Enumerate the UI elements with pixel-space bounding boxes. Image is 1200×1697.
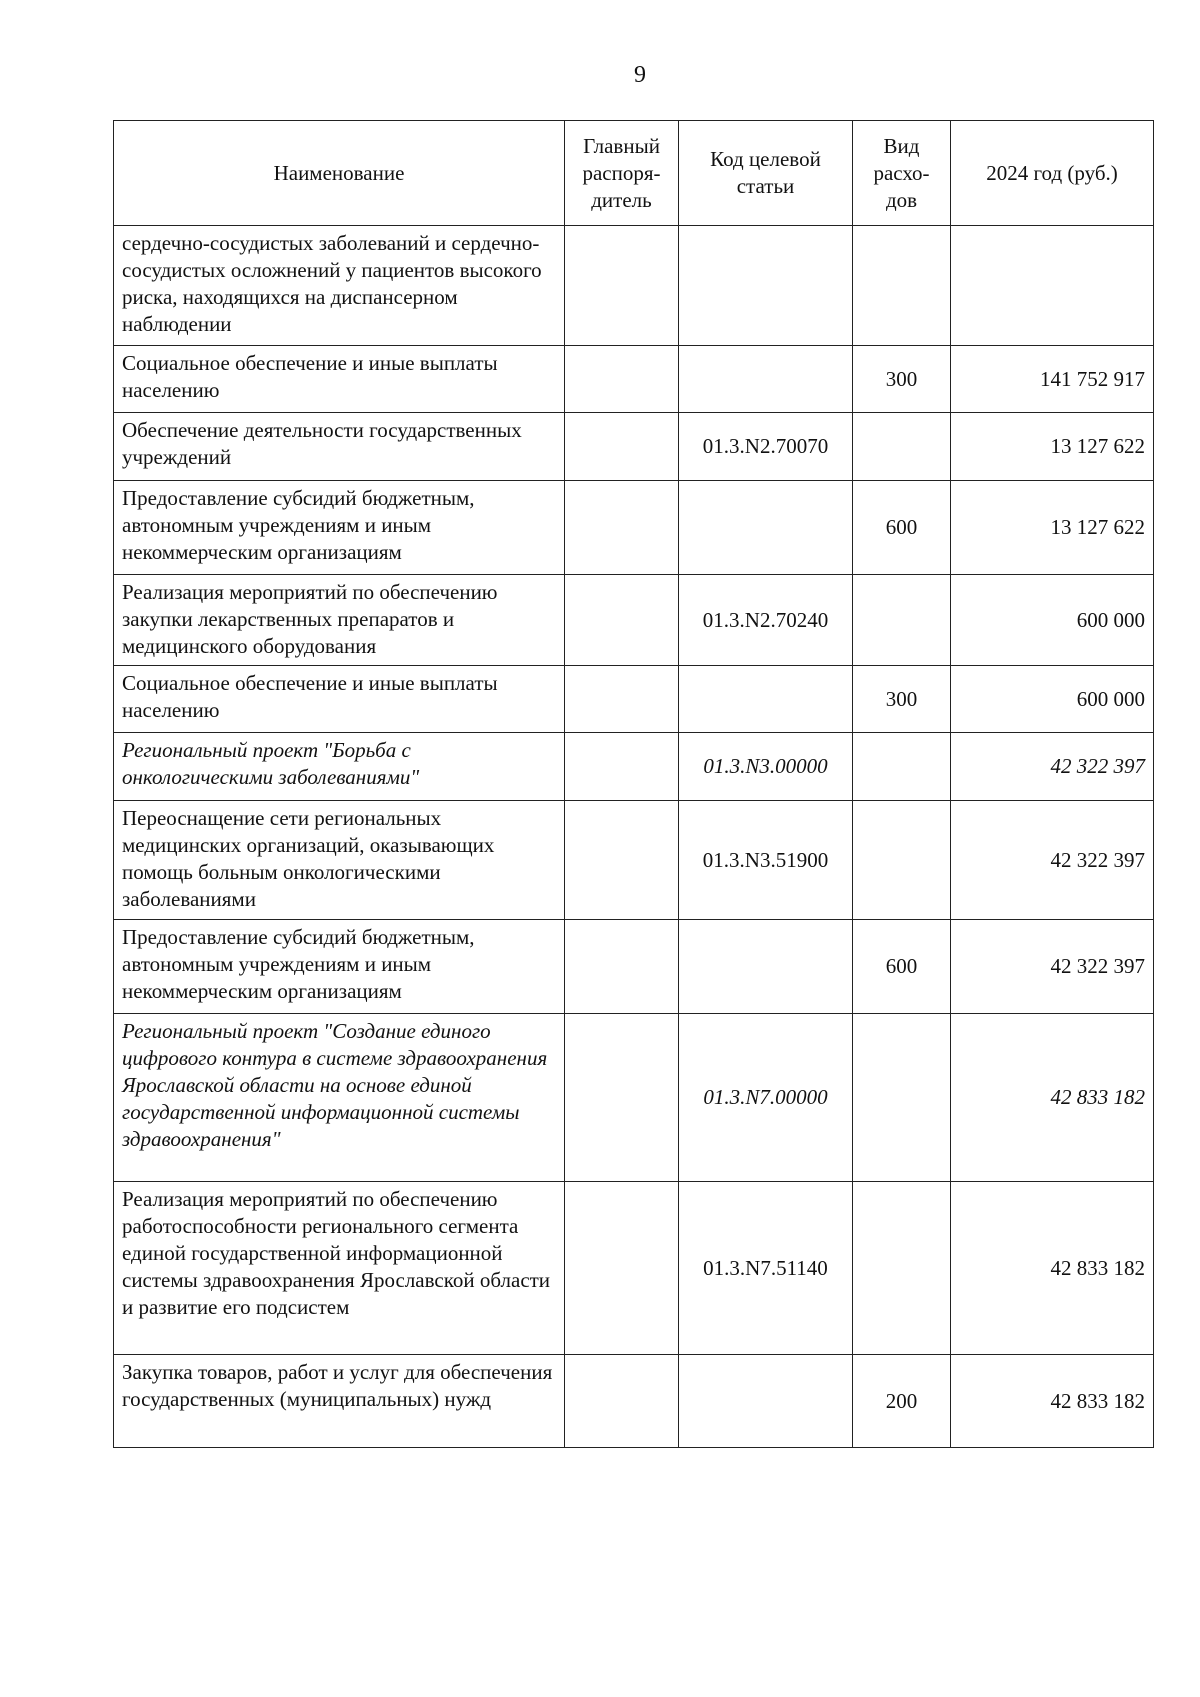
cell-kind: 200 <box>853 1355 951 1448</box>
cell-manager <box>565 1182 679 1355</box>
header-name: Наименование <box>114 121 565 226</box>
cell-kind <box>853 733 951 801</box>
cell-name: Региональный проект "Создание единого цифрового контура в системе здравоохранения Ярославской области на основе единой государственной информационной системы здравоохранения" <box>114 1014 565 1182</box>
table-row <box>114 733 1154 801</box>
cell-amount: 42 322 397 <box>951 920 1154 1014</box>
cell-name: сердечно-сосудистых заболеваний и сердечно-сосудистых осложнений у пациентов высокого риска, находящихся на диспансерном наблюдении <box>114 226 565 346</box>
cell-amount <box>951 226 1154 346</box>
cell-amount: 42 833 182 <box>951 1355 1154 1448</box>
cell-kind <box>853 575 951 666</box>
table-row <box>114 481 1154 575</box>
cell-code: 01.3.N7.51140 <box>679 1182 853 1355</box>
table-row <box>114 575 1154 666</box>
cell-kind: 300 <box>853 346 951 413</box>
table-row <box>114 226 1154 346</box>
cell-manager <box>565 666 679 733</box>
cell-name: Обеспечение деятельности государственных учреждений <box>114 413 565 481</box>
table-header-row <box>114 121 1154 226</box>
cell-code <box>679 920 853 1014</box>
cell-manager <box>565 733 679 801</box>
table-row <box>114 666 1154 733</box>
cell-manager <box>565 801 679 920</box>
cell-code: 01.3.N7.00000 <box>679 1014 853 1182</box>
cell-code <box>679 346 853 413</box>
cell-name: Социальное обеспечение и иные выплаты населению <box>114 666 565 733</box>
header-manager: Главный распоря-дитель <box>565 121 679 226</box>
cell-amount: 13 127 622 <box>951 413 1154 481</box>
cell-kind <box>853 226 951 346</box>
cell-code: 01.3.N3.00000 <box>679 733 853 801</box>
cell-kind: 600 <box>853 920 951 1014</box>
table-row <box>114 1014 1154 1182</box>
table-row <box>114 1355 1154 1448</box>
cell-name: Закупка товаров, работ и услуг для обеспечения государственных (муниципальных) нужд <box>114 1355 565 1448</box>
cell-code <box>679 1355 853 1448</box>
cell-amount: 13 127 622 <box>951 481 1154 575</box>
cell-kind <box>853 413 951 481</box>
cell-name: Переоснащение сети региональных медицинских организаций, оказывающих помощь больным онкологическими заболеваниями <box>114 801 565 920</box>
cell-amount: 141 752 917 <box>951 346 1154 413</box>
page-number: 9 <box>634 62 646 88</box>
cell-manager <box>565 413 679 481</box>
cell-manager <box>565 1355 679 1448</box>
table-row <box>114 413 1154 481</box>
table-row <box>114 801 1154 920</box>
cell-kind <box>853 801 951 920</box>
cell-amount: 600 000 <box>951 575 1154 666</box>
cell-manager <box>565 346 679 413</box>
header-amount: 2024 год (руб.) <box>951 121 1154 226</box>
header-kind: Вид расхо-дов <box>853 121 951 226</box>
budget-table <box>113 120 1154 1448</box>
table-row <box>114 346 1154 413</box>
cell-name: Реализация мероприятий по обеспечению закупки лекарственных препаратов и медицинского оборудования <box>114 575 565 666</box>
cell-name: Реализация мероприятий по обеспечению работоспособности регионального сегмента единой государственной информационной системы здравоохранения Ярославской области и развитие его подсистем <box>114 1182 565 1355</box>
cell-manager <box>565 575 679 666</box>
cell-manager <box>565 1014 679 1182</box>
cell-manager <box>565 226 679 346</box>
cell-name: Предоставление субсидий бюджетным, автономным учреждениям и иным некоммерческим организациям <box>114 920 565 1014</box>
cell-amount: 600 000 <box>951 666 1154 733</box>
cell-code: 01.3.N3.51900 <box>679 801 853 920</box>
cell-code <box>679 226 853 346</box>
cell-kind <box>853 1014 951 1182</box>
cell-code: 01.3.N2.70240 <box>679 575 853 666</box>
cell-amount: 42 322 397 <box>951 733 1154 801</box>
table-body <box>114 226 1154 1448</box>
cell-kind <box>853 1182 951 1355</box>
cell-code <box>679 481 853 575</box>
header-code: Код целевой статьи <box>679 121 853 226</box>
cell-kind: 300 <box>853 666 951 733</box>
cell-amount: 42 833 182 <box>951 1182 1154 1355</box>
cell-name: Социальное обеспечение и иные выплаты населению <box>114 346 565 413</box>
cell-amount: 42 833 182 <box>951 1014 1154 1182</box>
cell-amount: 42 322 397 <box>951 801 1154 920</box>
table-row <box>114 920 1154 1014</box>
cell-code: 01.3.N2.70070 <box>679 413 853 481</box>
cell-kind: 600 <box>853 481 951 575</box>
cell-code <box>679 666 853 733</box>
cell-manager <box>565 481 679 575</box>
cell-manager <box>565 920 679 1014</box>
table-row <box>114 1182 1154 1355</box>
cell-name: Региональный проект "Борьба с онкологическими заболеваниями" <box>114 733 565 801</box>
cell-name: Предоставление субсидий бюджетным, автономным учреждениям и иным некоммерческим организациям <box>114 481 565 575</box>
